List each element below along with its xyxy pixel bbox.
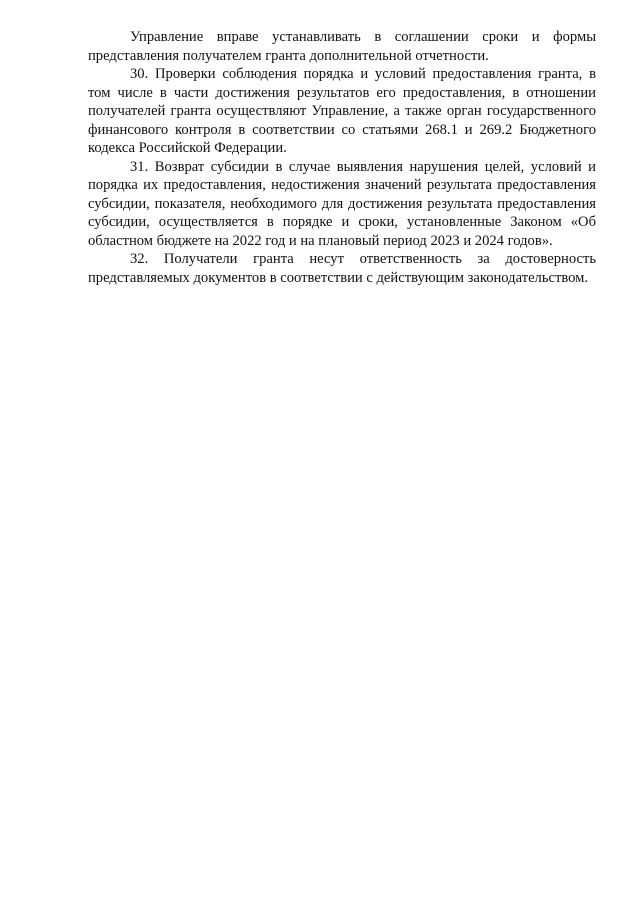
paragraph-32-responsibility: 32. Получатели гранта несут ответственность за достоверность представляемых документов в соответствии с действующим законодательством. (88, 251, 596, 286)
paragraph-31-subsidy-return: 31. Возврат субсидии в случае выявления нарушения целей, условий и порядка их предоставления, недостижения значений результата предоставления субсидии, показателя, необходимого для достижения результата предоставления субсидии, осуществляется в порядке и сроки, установленные Законом «Об областном бюджете на 2022 год и на плановый период 2023 и 2024 годов». (88, 158, 596, 249)
document-page (88, 28, 596, 287)
paragraph-30-inspections: 30. Проверки соблюдения порядка и условий предоставления гранта, в том числе в части достижения результатов его предоставления, в отношении получателей гранта осуществляют Управление, а также орган государственного финансового контроля в соответствии со статьями 268.1 и 269.2 Бюджетного кодекса Российской Федерации. (88, 66, 596, 156)
paragraph-reporting: Управление вправе устанавливать в соглашении сроки и формы представления получателем гранта дополнительной отчетности. (88, 29, 596, 64)
